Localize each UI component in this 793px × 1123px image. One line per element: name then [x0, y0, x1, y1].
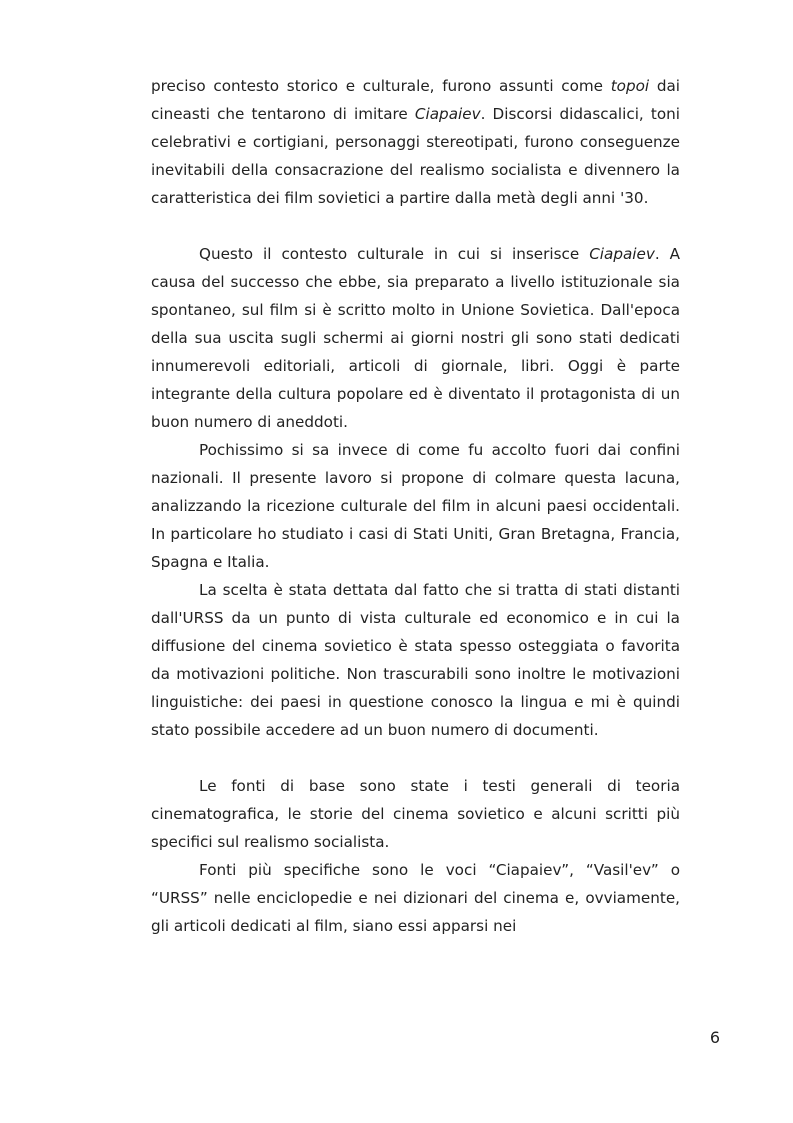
text-segment: preciso contesto storico e culturale, furono assunti come [151, 77, 611, 95]
text-segment: Le fonti di base sono state i testi generali di teoria cinematografica, le storie del cinema sovietico e alcuni scritti più specifici sul realismo socialista. [151, 777, 680, 851]
paragraph-3 [151, 436, 680, 576]
italic-term-topoi: topoi [610, 77, 650, 95]
text-segment: . Discorsi didascalici, toni celebrativi e cortigiani, personaggi stereotipati, furono conseguenze inevitabili della consacrazione del realismo socialista e divennero la caratteristica dei film sovietici a partire dalla metà degli anni '30. [151, 105, 680, 207]
paragraph-1 [151, 72, 680, 212]
text-segment: La scelta è stata dettata dal fatto che si tratta di stati distanti dall'URSS da un punto di vista culturale ed economico e in cui la diffusione del cinema sovietico è stata spesso osteggiata o favorita da motivazioni politiche. Non trascurabili sono inoltre le motivazioni linguistiche: dei paesi in questione conosco la lingua e mi è quindi stato possibile accedere ad un buon numero di documenti. [151, 581, 680, 739]
text-segment: . A causa del successo che ebbe, sia preparato a livello istituzionale sia spontaneo, sul film si è scritto molto in Unione Sovietica. Dall'epoca della sua uscita sugli schermi ai giorni nostri gli sono stati dedicati innumerevoli editoriali, articoli di giornale, libri. Oggi è parte integrante della cultura popolare ed è diventato il protagonista di un buon numero di aneddoti. [151, 245, 681, 431]
paragraph-5 [151, 772, 680, 856]
paragraph-6 [151, 856, 680, 940]
text-segment: Questo il contesto culturale in cui si inserisce [199, 245, 590, 263]
italic-title-ciapaiev: Ciapaiev [414, 105, 481, 123]
italic-title-ciapaiev: Ciapaiev [589, 245, 655, 263]
text-segment: Fonti più specifiche sono le voci “Ciapaiev”, “Vasil'ev” o “URSS” nelle enciclopedie e nei dizionari del cinema e, ovviamente, gli articoli dedicati al film, siano essi apparsi nei [151, 861, 680, 935]
paragraph-4 [151, 576, 680, 744]
text-segment: Pochissimo si sa invece di come fu accolto fuori dai confini nazionali. Il presente lavoro si propone di colmare questa lacuna, analizzando la ricezione culturale del film in alcuni paesi occidentali. In particolare ho studiato i casi di Stati Uniti, Gran Bretagna, Francia, Spagna e Italia. [151, 441, 680, 571]
page-body [151, 72, 680, 940]
text-segment: dai cineasti che tentarono di imitare [151, 77, 680, 123]
page-number: 6 [709, 1028, 720, 1047]
paragraph-2 [151, 240, 680, 436]
